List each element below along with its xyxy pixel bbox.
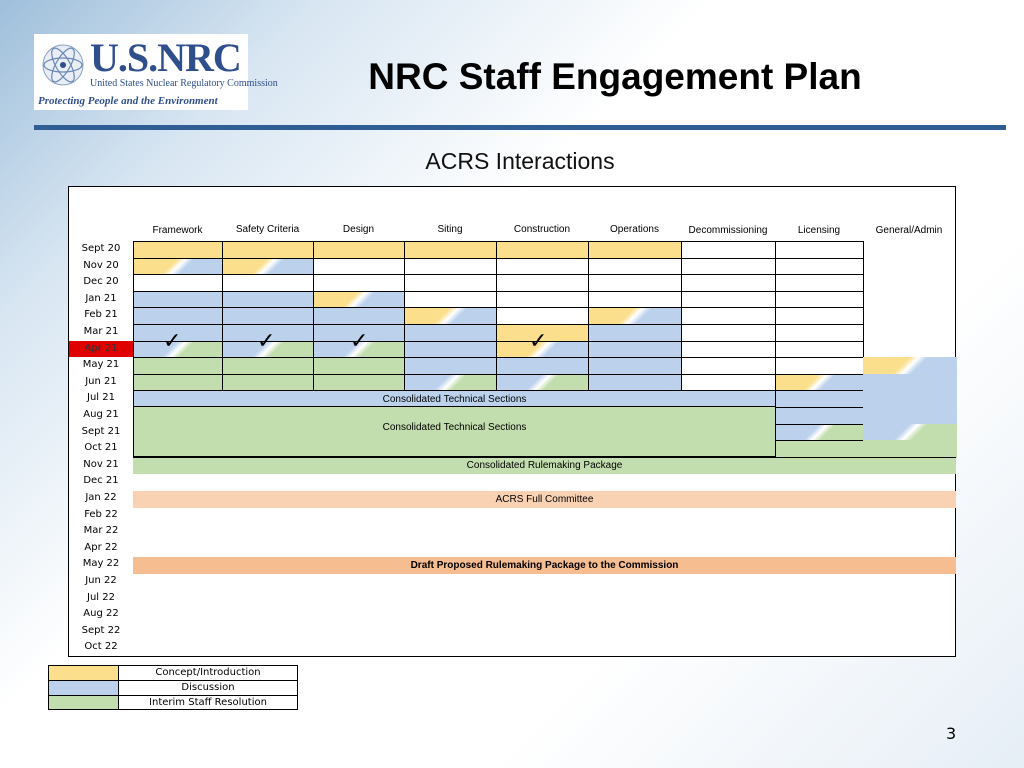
grid-cell [681,374,776,392]
row-label-jul-22: Jul 22 [87,591,115,603]
grid-cell [775,324,864,342]
grid-cell [588,241,682,259]
grid-cell [404,324,497,342]
logo-subtitle: United States Nuclear Regulatory Commission [90,78,278,89]
grid-cell [222,274,314,292]
row-label-nov-21: Nov 21 [83,458,119,470]
grid-cell [313,291,405,309]
grid-cell [863,440,957,458]
legend-item [48,680,298,695]
grid-cell [863,424,957,442]
column-header-general-admin: General/Admin [875,225,943,236]
grid-cell [588,374,682,392]
row-label-oct-22: Oct 22 [84,641,118,653]
row-label-mar-22: Mar 22 [83,525,119,537]
grid-cell [681,357,776,375]
legend-item [48,665,298,680]
legend-item [48,695,298,710]
grid-cell [222,291,314,309]
grid-cell [222,374,314,392]
grid-cell [313,374,405,392]
row-label-mar-21: Mar 21 [83,326,119,337]
column-header-design: Design [342,224,375,235]
grid-cell [133,241,223,259]
grid-cell [404,241,497,259]
grid-cell [404,274,497,292]
grid-cell [404,291,497,309]
check-mark-safety-criteria: ✓ [257,329,276,354]
nrc-logo [34,34,278,110]
grid-cell [313,274,405,292]
grid-cell [681,341,776,359]
row-label-oct-21: Oct 21 [84,442,118,454]
grid-cell [133,374,223,392]
grid-cell [681,258,776,276]
row-label-dec-20: Dec 20 [83,276,119,288]
column-header-construction: Construction [513,224,571,235]
grid-cell [404,374,497,392]
row-label-aug-22: Aug 22 [83,608,119,620]
row-label-jan-21: Jan 21 [85,292,117,304]
row-label-apr-22: Apr 22 [84,541,118,553]
row-label-may-22: May 22 [82,558,120,570]
grid-cell [863,374,957,392]
row-label-jun-22: Jun 22 [85,575,117,586]
row-label-jan-22: Jan 22 [85,492,117,503]
row-label-jun-21: Jun 21 [85,375,117,387]
legend-label: Interim Staff Resolution [149,697,267,708]
grid-cell [222,307,314,325]
grid-cell [775,291,864,309]
grid-cell [133,357,223,375]
band-consolidated-technical-sections-aug-oct21: Consolidated Technical Sections [133,407,776,457]
column-header-licensing: Licensing [797,225,841,236]
legend-swatch-concept [49,666,119,680]
grid-cell [133,258,223,276]
grid-cell [863,407,957,425]
grid-cell [133,291,223,309]
grid-cell [681,274,776,292]
grid-cell [313,357,405,375]
grid-cell [222,258,314,276]
band-draft-proposed-rulemaking-package: Draft Proposed Rulemaking Package to the Commission [133,557,956,574]
row-label-jul-21: Jul 21 [87,392,115,404]
grid-cell [863,357,957,375]
grid-cell [222,357,314,375]
grid-cell [588,341,682,359]
grid-cell [775,274,864,292]
row-label-nov-20: Nov 20 [83,259,119,271]
grid-cell [775,424,864,442]
page-number: 3 [946,724,957,743]
row-label-aug-21: Aug 21 [83,409,119,420]
column-header-framework: Framework [152,225,203,236]
grid-cell [775,307,864,325]
grid-cell [588,307,682,325]
column-header-siting: Siting [437,224,463,235]
grid-cell [222,241,314,259]
column-header-decommissioning: Decommissioning [688,225,768,236]
check-mark-construction: ✓ [529,329,548,354]
grid-cell [863,390,957,408]
row-label-may-21: May 21 [82,359,120,371]
logo-brand: U.S.NRC [90,35,241,80]
grid-cell [775,258,864,276]
row-label-dec-21: Dec 21 [83,475,119,487]
grid-cell [588,324,682,342]
grid-cell [133,307,223,325]
grid-cell [588,274,682,292]
check-mark-design: ✓ [350,329,369,354]
legend-label: Discussion [181,682,235,693]
page-title: NRC Staff Engagement Plan [368,56,862,97]
check-mark-framework: ✓ [163,329,182,354]
row-label-feb-22: Feb 22 [84,508,118,520]
grid-cell [681,324,776,342]
legend-swatch-resolution [49,696,119,709]
grid-cell [496,241,589,259]
grid-cell [313,241,405,259]
engagement-grid [68,186,956,657]
grid-cell [775,241,864,259]
legend-swatch-discussion [49,681,119,695]
grid-cell [681,291,776,309]
title-divider [34,125,1006,130]
band-acrs-full-committee: ACRS Full Committee [133,491,956,508]
grid-cell [775,407,864,425]
section-subtitle: ACRS Interactions [425,148,615,174]
legend [48,665,298,710]
grid-cell [775,357,864,375]
grid-cell [133,274,223,292]
grid-cell [588,258,682,276]
grid-cell [313,307,405,325]
grid-cell [313,258,405,276]
row-label-sept-22: Sept 22 [81,624,121,636]
grid-cell [775,390,864,408]
grid-cell [496,258,589,276]
logo-tagline: Protecting People and the Environment [38,95,218,107]
grid-cell [404,258,497,276]
legend-label: Concept/Introduction [155,667,261,678]
row-label-feb-21: Feb 21 [84,309,118,321]
grid-cell [681,307,776,325]
grid-cell [496,307,589,325]
row-label-sept-20: Sept 20 [81,243,121,254]
band-consolidated-technical-sections-jul21: Consolidated Technical Sections [133,390,776,407]
grid-cell [681,241,776,259]
grid-cell [496,374,589,392]
atom-seal-icon [40,42,86,88]
grid-cell [404,357,497,375]
row-label-apr-21: Apr 21 [69,341,133,357]
grid-cell [404,307,497,325]
grid-cell [775,374,864,392]
grid-cell [404,341,497,359]
grid-cell [496,291,589,309]
column-header-safety-criteria: Safety Criteria [235,224,300,235]
grid-cell [496,274,589,292]
band-consolidated-rulemaking-package: Consolidated Rulemaking Package [133,457,956,474]
grid-cell [775,440,864,458]
row-label-sept-21: Sept 21 [81,425,121,437]
grid-cell [496,357,589,375]
grid-cell [775,341,864,359]
grid-cell [588,291,682,309]
grid-cell [588,357,682,375]
column-header-operations: Operations [610,224,659,235]
